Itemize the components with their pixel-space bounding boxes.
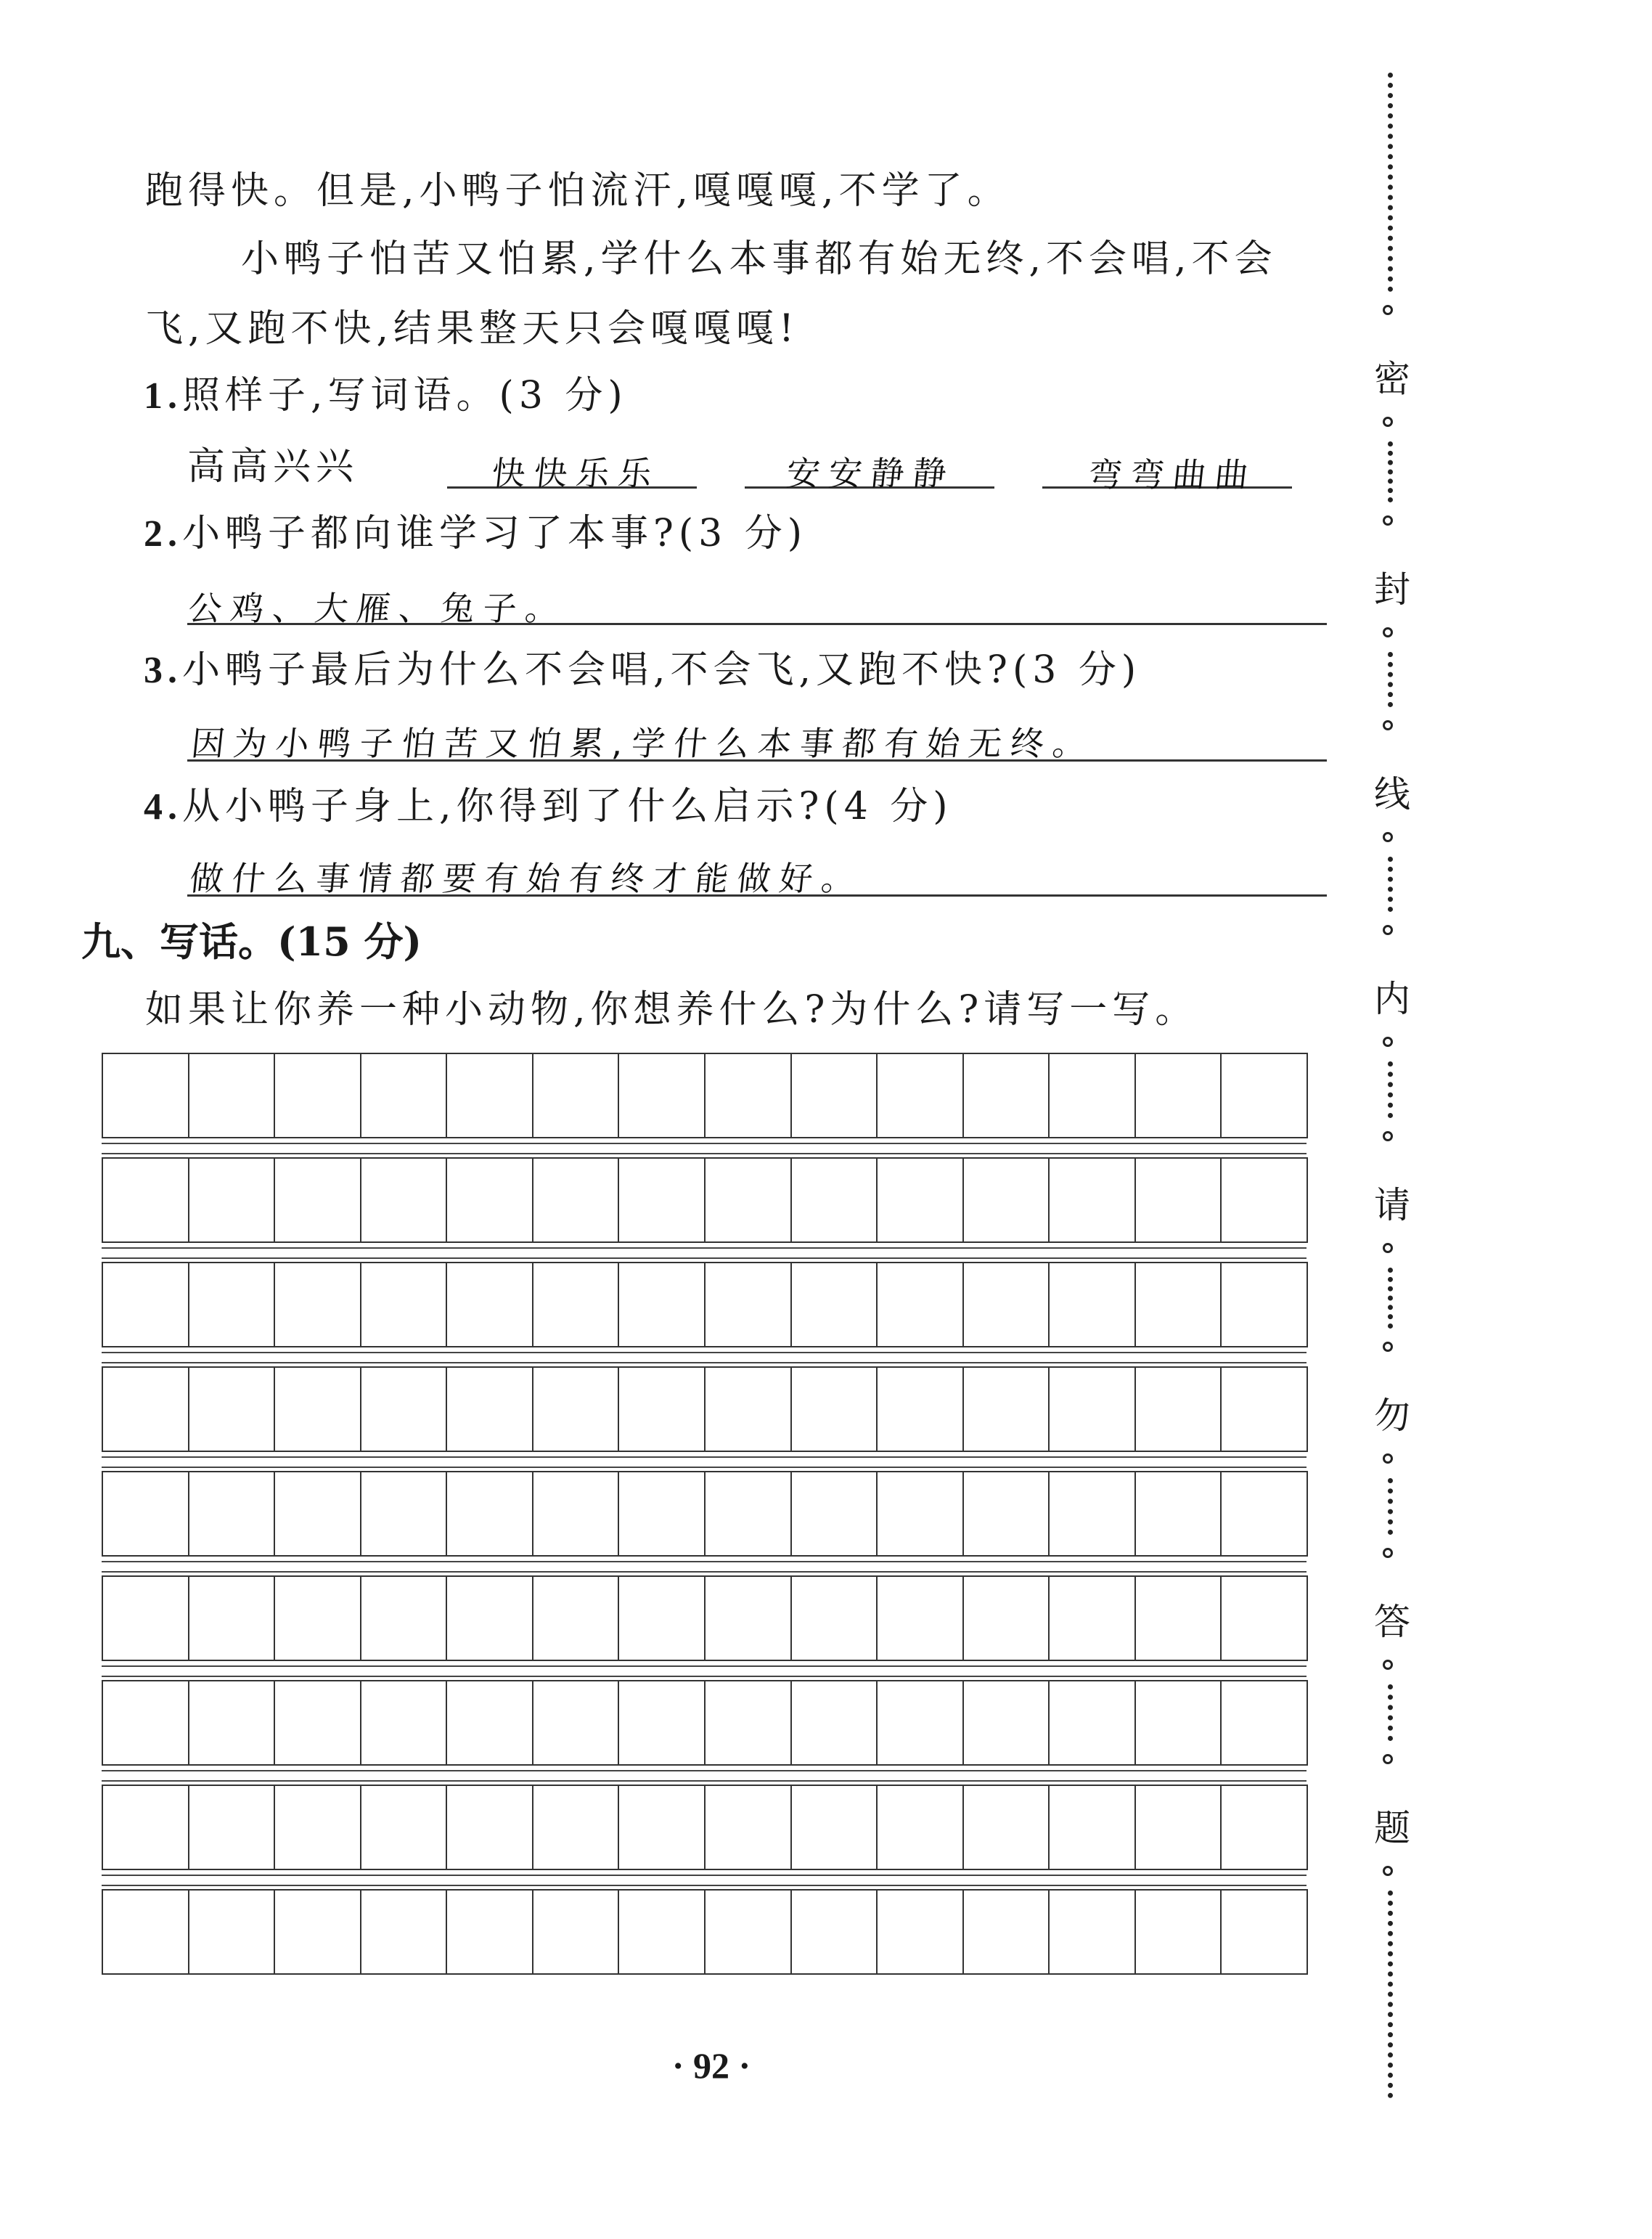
- grid-cell[interactable]: [1048, 1157, 1136, 1243]
- grid-cell[interactable]: [618, 1785, 706, 1870]
- grid-cell[interactable]: [188, 1785, 276, 1870]
- margin-char: 勿: [1374, 1395, 1410, 1437]
- grid-cell[interactable]: [446, 1053, 533, 1138]
- question-number: 3.: [144, 650, 182, 691]
- margin-circle: [1383, 720, 1393, 730]
- passage-line-2: 小鸭子怕苦又怕累,学什么本事都有始无终,不会唱,不会: [241, 237, 1277, 281]
- grid-cell[interactable]: [618, 1889, 706, 1975]
- margin-dotted-line: [1388, 73, 1393, 292]
- grid-cell[interactable]: [274, 1680, 361, 1766]
- grid-cell[interactable]: [704, 1471, 792, 1557]
- margin-circle: [1383, 1131, 1393, 1141]
- grid-cell[interactable]: [188, 1053, 276, 1138]
- grid-cell[interactable]: [1048, 1575, 1136, 1661]
- margin-circle: [1383, 1866, 1393, 1876]
- grid-cell[interactable]: [790, 1680, 878, 1766]
- grid-cell[interactable]: [360, 1262, 448, 1347]
- grid-gap-line: [102, 1467, 1307, 1468]
- margin-circle: [1383, 1243, 1393, 1253]
- grid-gap-line: [102, 1770, 1307, 1771]
- grid-cell[interactable]: [188, 1262, 276, 1347]
- grid-gap-line: [102, 1885, 1307, 1886]
- grid-cell[interactable]: [618, 1575, 706, 1661]
- grid-cell[interactable]: [188, 1889, 276, 1975]
- grid-cell[interactable]: [704, 1785, 792, 1870]
- grid-cell[interactable]: [618, 1053, 706, 1138]
- grid-cell[interactable]: [704, 1262, 792, 1347]
- grid-cell[interactable]: [790, 1366, 878, 1452]
- grid-cell[interactable]: [532, 1053, 620, 1138]
- grid-cell[interactable]: [1220, 1157, 1308, 1243]
- grid-cell[interactable]: [1048, 1785, 1136, 1870]
- grid-cell[interactable]: [188, 1366, 276, 1452]
- question-text: 小鸭子都向谁学习了本事?(3 分): [182, 512, 808, 555]
- grid-cell[interactable]: [446, 1471, 533, 1557]
- grid-cell[interactable]: [274, 1157, 361, 1243]
- grid-cell[interactable]: [102, 1366, 189, 1452]
- margin-circle: [1383, 1342, 1393, 1352]
- grid-cell[interactable]: [360, 1366, 448, 1452]
- grid-cell[interactable]: [1048, 1889, 1136, 1975]
- margin-circle: [1383, 1453, 1393, 1464]
- grid-cell[interactable]: [1134, 1575, 1222, 1661]
- grid-cell[interactable]: [1220, 1575, 1308, 1661]
- grid-cell[interactable]: [704, 1157, 792, 1243]
- grid-row: [102, 1680, 1307, 1766]
- question-text: 从小鸭子身上,你得到了什么启示?(4 分): [182, 785, 953, 828]
- grid-cell[interactable]: [704, 1366, 792, 1452]
- margin-dotted-line: [1388, 441, 1393, 502]
- grid-gap-line: [102, 1676, 1307, 1677]
- grid-cell[interactable]: [102, 1262, 189, 1347]
- grid-cell[interactable]: [1220, 1053, 1308, 1138]
- q4-answer: 做什么事情都要有始有终才能做好。: [187, 859, 866, 898]
- grid-cell[interactable]: [1048, 1053, 1136, 1138]
- grid-cell[interactable]: [1134, 1366, 1222, 1452]
- passage-line-1: 跑得快。但是,小鸭子怕流汗,嘎嘎嘎,不学了。: [145, 169, 1010, 213]
- margin-char: 答: [1374, 1601, 1410, 1643]
- grid-cell[interactable]: [360, 1053, 448, 1138]
- grid-cell[interactable]: [790, 1785, 878, 1870]
- margin-dotted-line: [1388, 1478, 1393, 1535]
- grid-cell[interactable]: [1134, 1262, 1222, 1347]
- grid-cell[interactable]: [274, 1366, 361, 1452]
- grid-cell[interactable]: [962, 1575, 1050, 1661]
- margin-circle: [1383, 1754, 1393, 1764]
- grid-gap-line: [102, 1362, 1307, 1363]
- question-4: [144, 781, 953, 833]
- grid-cell[interactable]: [962, 1366, 1050, 1452]
- grid-cell[interactable]: [274, 1053, 361, 1138]
- section-9-prompt: 如果让你养一种小动物,你想养什么?为什么?请写一写。: [145, 988, 1198, 1032]
- grid-cell[interactable]: [704, 1575, 792, 1661]
- grid-cell[interactable]: [360, 1889, 448, 1975]
- margin-circle: [1383, 515, 1393, 526]
- margin-dotted-line: [1388, 1891, 1393, 2098]
- grid-cell[interactable]: [360, 1471, 448, 1557]
- grid-cell[interactable]: [1134, 1053, 1222, 1138]
- q3-answer: 因为小鸭子怕苦又怕累,学什么本事都有始无终。: [189, 724, 1097, 763]
- margin-char: 封: [1374, 568, 1410, 611]
- grid-cell[interactable]: [704, 1889, 792, 1975]
- grid-gap-line: [102, 1875, 1307, 1876]
- grid-cell[interactable]: [1134, 1889, 1222, 1975]
- grid-gap-line: [102, 1143, 1307, 1144]
- grid-cell[interactable]: [446, 1785, 533, 1870]
- grid-cell[interactable]: [188, 1575, 276, 1661]
- grid-cell[interactable]: [1220, 1471, 1308, 1557]
- margin-circle: [1383, 627, 1393, 637]
- grid-gap-line: [102, 1153, 1307, 1154]
- margin-dotted-line: [1388, 1684, 1393, 1741]
- grid-cell[interactable]: [876, 1157, 964, 1243]
- q1-example-word: 高高兴兴: [187, 445, 359, 489]
- grid-cell[interactable]: [618, 1680, 706, 1766]
- grid-gap-line: [102, 1780, 1307, 1782]
- question-number: 4.: [144, 786, 182, 828]
- grid-cell[interactable]: [102, 1680, 189, 1766]
- q1-answer-blank-2[interactable]: [745, 446, 994, 493]
- grid-cell[interactable]: [790, 1262, 878, 1347]
- grid-gap-line: [102, 1352, 1307, 1353]
- grid-cell[interactable]: [876, 1680, 964, 1766]
- grid-cell[interactable]: [532, 1471, 620, 1557]
- grid-cell[interactable]: [790, 1157, 878, 1243]
- grid-cell[interactable]: [274, 1889, 361, 1975]
- grid-cell[interactable]: [962, 1471, 1050, 1557]
- margin-dotted-line: [1388, 652, 1393, 707]
- grid-cell[interactable]: [1134, 1785, 1222, 1870]
- grid-cell[interactable]: [188, 1157, 276, 1243]
- grid-cell[interactable]: [876, 1262, 964, 1347]
- grid-cell[interactable]: [1220, 1785, 1308, 1870]
- grid-cell[interactable]: [360, 1575, 448, 1661]
- grid-cell[interactable]: [532, 1785, 620, 1870]
- margin-dotted-line: [1388, 857, 1393, 912]
- grid-cell[interactable]: [618, 1471, 706, 1557]
- margin-char: 请: [1374, 1184, 1410, 1226]
- margin-circle: [1383, 832, 1393, 842]
- grid-cell[interactable]: [962, 1785, 1050, 1870]
- grid-cell[interactable]: [532, 1575, 620, 1661]
- grid-gap-line: [102, 1665, 1307, 1667]
- grid-cell[interactable]: [1048, 1262, 1136, 1347]
- grid-cell[interactable]: [360, 1785, 448, 1870]
- grid-cell[interactable]: [962, 1889, 1050, 1975]
- grid-cell[interactable]: [876, 1575, 964, 1661]
- grid-cell[interactable]: [876, 1785, 964, 1870]
- grid-cell[interactable]: [102, 1471, 189, 1557]
- grid-cell[interactable]: [1134, 1157, 1222, 1243]
- grid-row: [102, 1575, 1307, 1661]
- grid-row: [102, 1366, 1307, 1452]
- question-number: 2.: [144, 513, 182, 555]
- section-9-title: 九、写话。(15 分): [81, 918, 422, 965]
- q2-answer: 公鸡、大雁、兔子。: [186, 589, 570, 628]
- grid-cell[interactable]: [1134, 1680, 1222, 1766]
- question-text: 照样子,写词语。(3 分): [182, 374, 628, 417]
- grid-cell[interactable]: [102, 1575, 189, 1661]
- grid-cell[interactable]: [1220, 1680, 1308, 1766]
- grid-cell[interactable]: [962, 1157, 1050, 1243]
- grid-row: [102, 1471, 1307, 1557]
- grid-cell[interactable]: [446, 1157, 533, 1243]
- grid-cell[interactable]: [532, 1889, 620, 1975]
- grid-cell[interactable]: [1220, 1366, 1308, 1452]
- grid-cell[interactable]: [1220, 1262, 1308, 1347]
- passage-line-3: 飞,又跑不快,结果整天只会嘎嘎嘎!: [145, 307, 799, 351]
- grid-cell[interactable]: [274, 1785, 361, 1870]
- grid-cell[interactable]: [360, 1157, 448, 1243]
- grid-cell[interactable]: [188, 1680, 276, 1766]
- question-text: 小鸭子最后为什么不会唱,不会飞,又跑不快?(3 分): [182, 648, 1142, 692]
- grid-row: [102, 1785, 1307, 1870]
- grid-cell[interactable]: [962, 1680, 1050, 1766]
- grid-cell[interactable]: [618, 1157, 706, 1243]
- grid-gap-line: [102, 1247, 1307, 1249]
- grid-cell[interactable]: [102, 1889, 189, 1975]
- grid-row: [102, 1889, 1307, 1975]
- grid-cell[interactable]: [532, 1157, 620, 1243]
- margin-circle: [1383, 1037, 1393, 1047]
- page-number: · 92 ·: [671, 2045, 751, 2086]
- grid-cell[interactable]: [446, 1680, 533, 1766]
- margin-circle: [1383, 305, 1393, 315]
- margin-circle: [1383, 925, 1393, 935]
- grid-cell[interactable]: [876, 1053, 964, 1138]
- grid-cell[interactable]: [704, 1053, 792, 1138]
- grid-cell[interactable]: [446, 1262, 533, 1347]
- grid-cell[interactable]: [274, 1262, 361, 1347]
- grid-row: [102, 1053, 1307, 1138]
- grid-cell[interactable]: [532, 1680, 620, 1766]
- grid-cell[interactable]: [1220, 1889, 1308, 1975]
- question-2: [144, 508, 807, 560]
- grid-cell[interactable]: [274, 1471, 361, 1557]
- q2-answer-line[interactable]: [186, 578, 1327, 628]
- margin-char: 内: [1374, 978, 1410, 1020]
- grid-cell[interactable]: [360, 1680, 448, 1766]
- grid-cell[interactable]: [532, 1366, 620, 1452]
- grid-row: [102, 1157, 1307, 1243]
- margin-char: 密: [1374, 358, 1410, 400]
- grid-cell[interactable]: [790, 1053, 878, 1138]
- q3-answer-line[interactable]: [187, 713, 1327, 762]
- grid-gap-line: [102, 1571, 1307, 1573]
- grid-cell[interactable]: [274, 1575, 361, 1661]
- grid-cell[interactable]: [876, 1471, 964, 1557]
- grid-cell[interactable]: [876, 1366, 964, 1452]
- margin-circle: [1383, 417, 1393, 427]
- grid-cell[interactable]: [704, 1680, 792, 1766]
- grid-cell[interactable]: [876, 1889, 964, 1975]
- grid-cell[interactable]: [790, 1575, 878, 1661]
- q1-answer-blank-1[interactable]: [447, 446, 697, 493]
- grid-cell[interactable]: [188, 1471, 276, 1557]
- grid-cell[interactable]: [102, 1053, 189, 1138]
- margin-circle: [1383, 1660, 1393, 1670]
- grid-cell[interactable]: [962, 1262, 1050, 1347]
- margin-circle: [1383, 1548, 1393, 1558]
- grid-cell[interactable]: [1048, 1366, 1136, 1452]
- grid-cell[interactable]: [102, 1785, 189, 1870]
- question-3: [144, 645, 1141, 696]
- grid-cell[interactable]: [962, 1053, 1050, 1138]
- grid-cell[interactable]: [618, 1366, 706, 1452]
- q4-answer-line[interactable]: [187, 848, 1327, 897]
- grid-cell[interactable]: [446, 1366, 533, 1452]
- grid-cell[interactable]: [1048, 1471, 1136, 1557]
- question-1: [144, 370, 628, 422]
- grid-cell[interactable]: [446, 1575, 533, 1661]
- margin-dotted-line: [1388, 1061, 1393, 1118]
- margin-char: 线: [1374, 773, 1410, 815]
- grid-gap-line: [102, 1257, 1307, 1259]
- grid-cell[interactable]: [1048, 1680, 1136, 1766]
- margin-dotted-line: [1388, 1268, 1393, 1329]
- grid-cell[interactable]: [618, 1262, 706, 1347]
- q1-answer-2: 安安静静: [784, 454, 957, 493]
- q1-answer-blank-3[interactable]: [1042, 446, 1292, 494]
- grid-gap-line: [102, 1561, 1307, 1562]
- question-number: 1.: [144, 375, 182, 417]
- grid-cell[interactable]: [102, 1157, 189, 1243]
- grid-row: [102, 1262, 1307, 1347]
- grid-cell[interactable]: [790, 1889, 878, 1975]
- grid-cell[interactable]: [790, 1471, 878, 1557]
- grid-cell[interactable]: [532, 1262, 620, 1347]
- q1-answer-1: 快快乐乐: [489, 454, 663, 493]
- q1-answer-3: 弯弯曲曲: [1086, 455, 1259, 494]
- grid-cell[interactable]: [1134, 1471, 1222, 1557]
- grid-cell[interactable]: [446, 1889, 533, 1975]
- margin-char: 题: [1374, 1807, 1410, 1849]
- grid-gap-line: [102, 1456, 1307, 1458]
